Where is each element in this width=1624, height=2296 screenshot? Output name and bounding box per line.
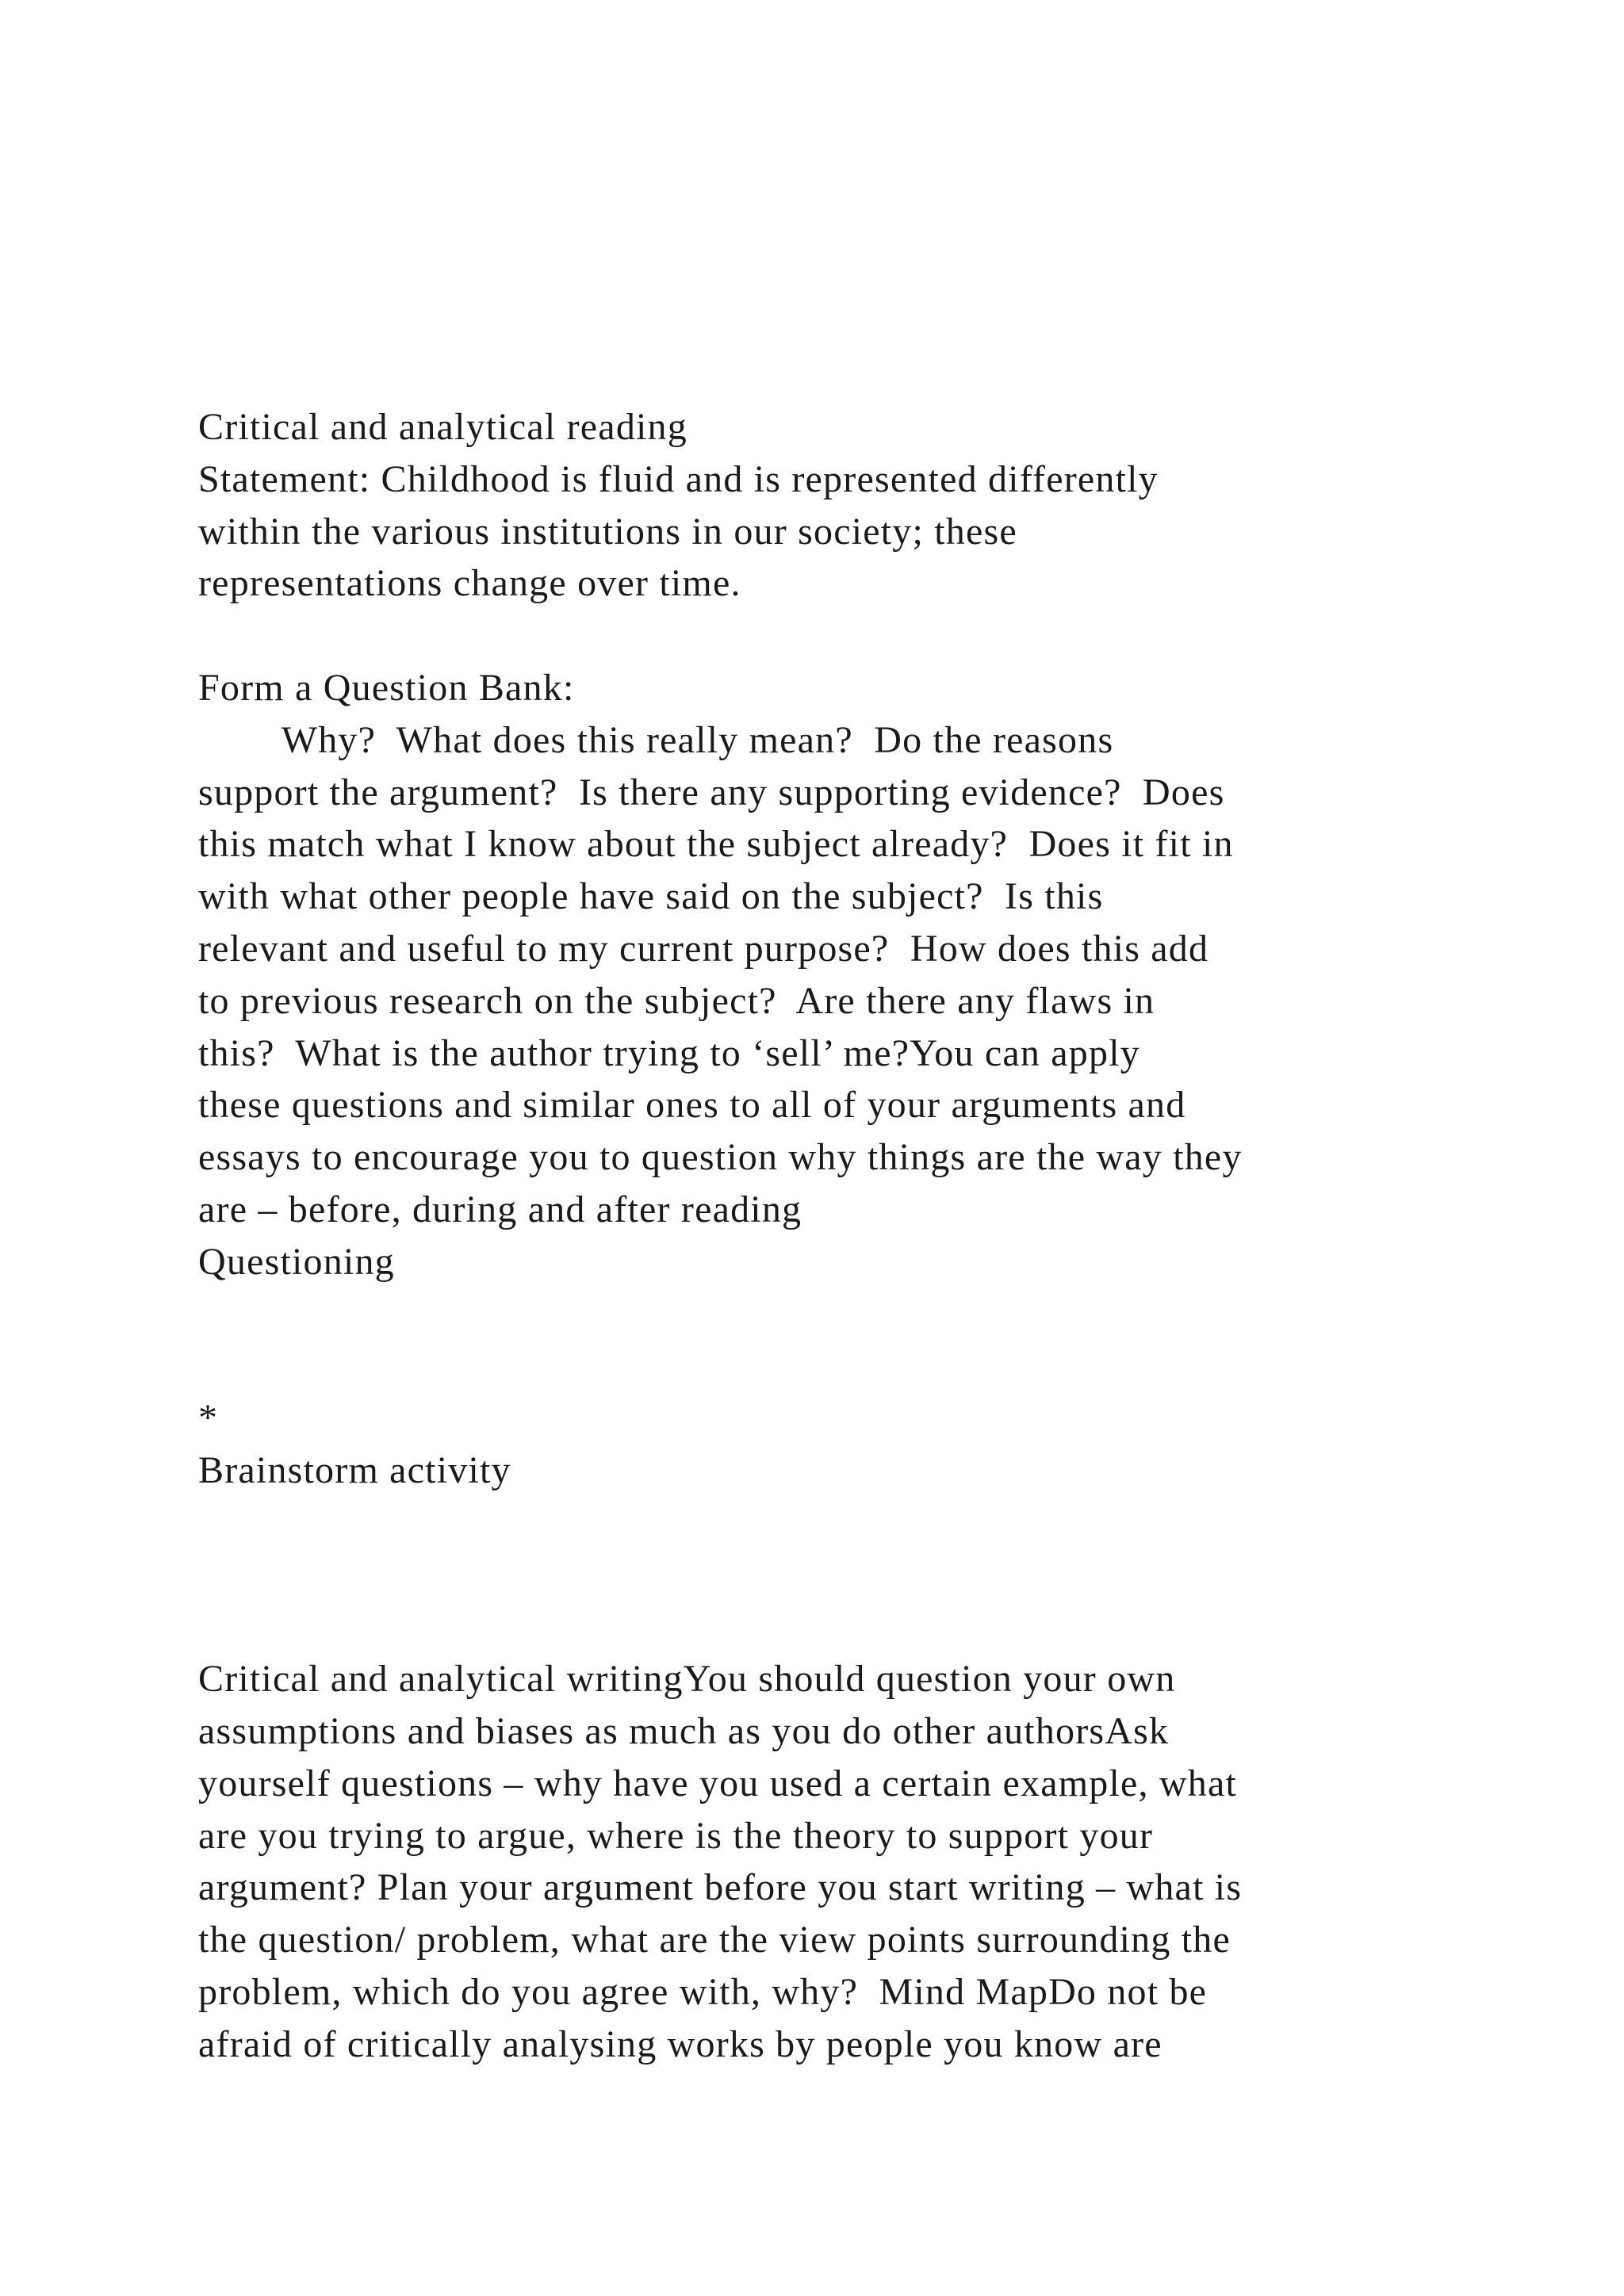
text-line: Critical and analytical writingYou should question your own xyxy=(198,1658,1176,1701)
blank-line xyxy=(198,1340,1507,1392)
text-line: afraid of critically analysing works by people you know are xyxy=(198,2022,1162,2065)
heading-brainstorm: Brainstorm activity xyxy=(198,1448,511,1491)
text-line: assumptions and biases as much as you do other authorsAsk xyxy=(198,1709,1170,1752)
text-line: Why? What does this really mean? Do the reasons xyxy=(198,718,1114,761)
heading-critical-reading: Critical and analytical reading xyxy=(198,406,688,448)
text-line: support the argument? Is there any supporting evidence? Does xyxy=(198,771,1225,813)
text-line: are you trying to argue, where is the theory to support your xyxy=(198,1814,1154,1857)
text-line: Statement: Childhood is fluid and is represented differently xyxy=(198,457,1159,500)
text-line: representations change over time. xyxy=(198,562,741,605)
blank-line xyxy=(198,1288,1507,1341)
text-line: this match what I know about the subject already? Does it fit in xyxy=(198,823,1234,866)
text-line: with what other people have said on the subject? Is this xyxy=(198,875,1104,918)
blank-line xyxy=(198,610,1507,662)
text-line: within the various institutions in our society; these xyxy=(198,510,1017,553)
text-line: yourself questions – why have you used a certain example, what xyxy=(198,1762,1238,1804)
text-line: the question/ problem, what are the view points surrounding the xyxy=(198,1919,1231,1961)
blank-line xyxy=(198,1549,1507,1601)
blank-line xyxy=(198,1497,1507,1549)
text-line: essays to encourage you to question why things are the way they xyxy=(198,1136,1243,1179)
blank-line xyxy=(198,1601,1507,1653)
heading-questioning: Questioning xyxy=(198,1240,395,1283)
text-line: this? What is the author trying to ‘sell’ me?You can apply xyxy=(198,1031,1140,1074)
document-body xyxy=(198,401,1507,2071)
text-line: problem, which do you agree with, why? Mind MapDo not be xyxy=(198,1970,1208,2013)
text-line: are – before, during and after reading xyxy=(198,1188,802,1230)
text-line: to previous research on the subject? Are there any flaws in xyxy=(198,979,1155,1022)
asterisk-marker: * xyxy=(198,1397,219,1440)
heading-question-bank: Form a Question Bank: xyxy=(198,666,575,709)
text-line: relevant and useful to my current purpose? How does this add xyxy=(198,927,1209,970)
text-line: these questions and similar ones to all of your arguments and xyxy=(198,1084,1186,1127)
text-line: argument? Plan your argument before you start writing – what is xyxy=(198,1866,1243,1909)
